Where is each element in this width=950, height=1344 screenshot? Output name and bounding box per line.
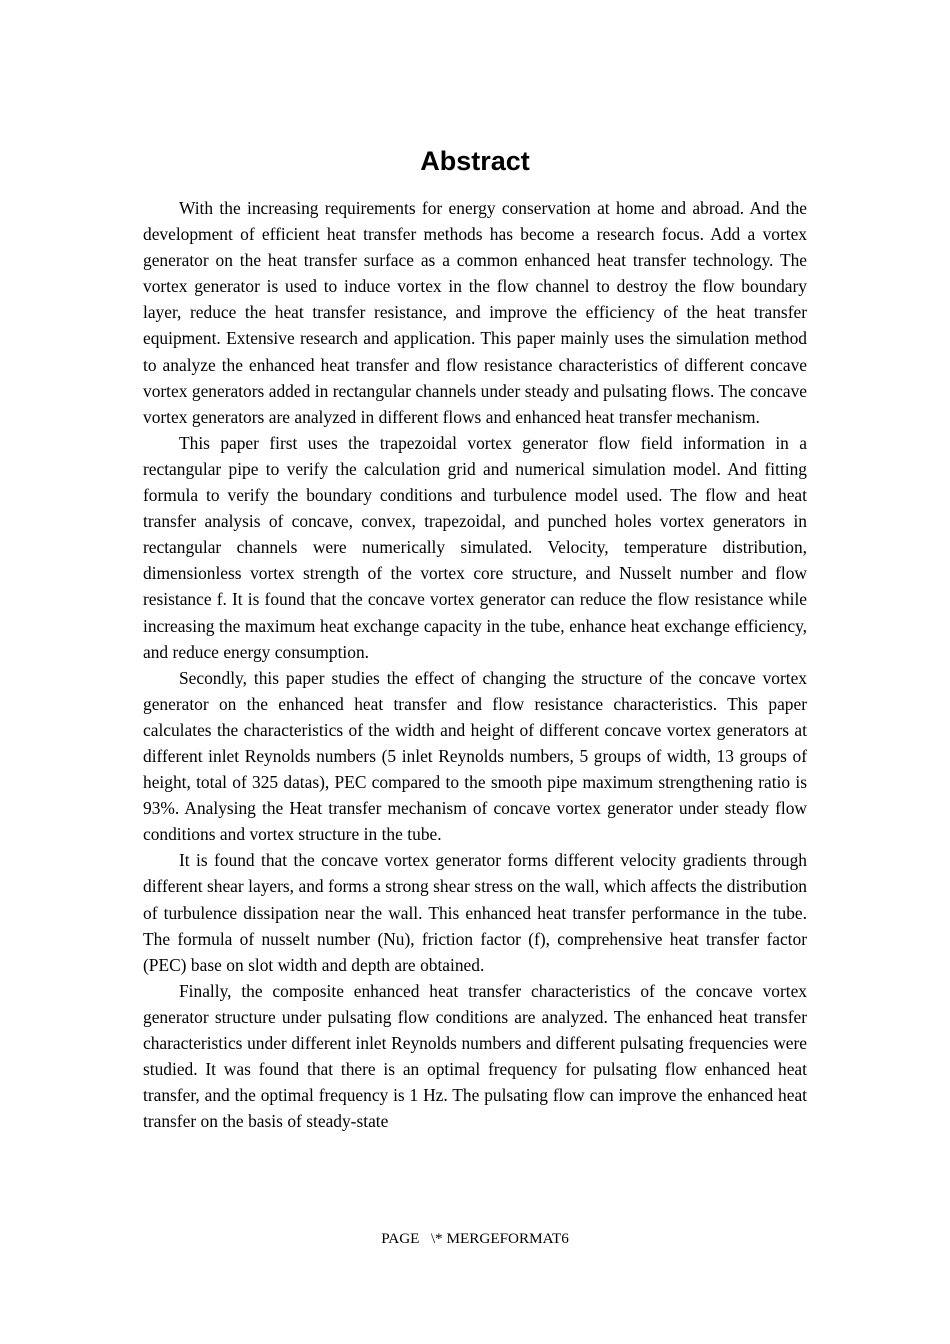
abstract-body — [143, 195, 807, 1134]
document-content — [143, 0, 807, 1134]
paragraph: Secondly, this paper studies the effect of changing the structure of the concave vortex generator on the enhanced heat transfer and flow resistance characteristics. This paper calculates the characteristics of the width and height of different concave vortex generators at different inlet Reynolds numbers (5 inlet Reynolds numbers, 5 groups of width, 13 groups of height, total of 325 datas), PEC compared to the smooth pipe maximum strengthening ratio is 93%. Analysing the Heat transfer mechanism of concave vortex generator under steady flow conditions and vortex structure in the tube. — [143, 667, 807, 845]
page-footer: PAGE \* MERGEFORMAT6 — [381, 1230, 569, 1247]
page-title: Abstract — [420, 146, 530, 176]
paragraph: With the increasing requirements for energy conservation at home and abroad. And the development of efficient heat transfer methods has become a research focus. Add a vortex generator on the heat transfer surface as a common enhanced heat transfer technology. The vortex generator is used to induce vortex in the flow channel to destroy the flow boundary layer, reduce the heat transfer resistance, and improve the efficiency of the heat transfer equipment. Extensive research and application. This paper mainly uses the simulation method to analyze the enhanced heat transfer and flow resistance characteristics of different concave vortex generators added in rectangular channels under steady and pulsating flows. The concave vortex generators are analyzed in different flows and enhanced heat transfer mechanism. — [143, 198, 807, 427]
paragraph: This paper first uses the trapezoidal vortex generator flow field information in a rectangular pipe to verify the calculation grid and numerical simulation model. And fitting formula to verify the boundary conditions and turbulence model used. The flow and heat transfer analysis of concave, convex, trapezoidal, and punched holes vortex generators in rectangular channels were numerically simulated. Velocity, temperature distribution, dimensionless vortex strength of the vortex core structure, and Nusselt number and flow resistance f. It is found that the concave vortex generator can reduce the flow resistance while increasing the maximum heat exchange capacity in the tube, enhance heat exchange efficiency, and reduce energy consumption. — [143, 432, 807, 662]
paragraph: It is found that the concave vortex generator forms different velocity gradients through different shear layers, and forms a strong shear stress on the wall, which affects the distribution of turbulence dissipation near the wall. This enhanced heat transfer performance in the tube. The formula of nusselt number (Nu), friction factor (f), comprehensive heat transfer factor (PEC) base on slot width and depth are obtained. — [143, 850, 807, 975]
paragraph: Finally, the composite enhanced heat transfer characteristics of the concave vortex generator structure under pulsating flow conditions are analyzed. The enhanced heat transfer characteristics under different inlet Reynolds numbers and different pulsating frequencies were studied. It was found that there is an optimal frequency for pulsating flow enhanced heat transfer, and the optimal frequency is 1 Hz. The pulsating flow can improve the enhanced heat transfer on the basis of steady-state — [143, 980, 807, 1132]
